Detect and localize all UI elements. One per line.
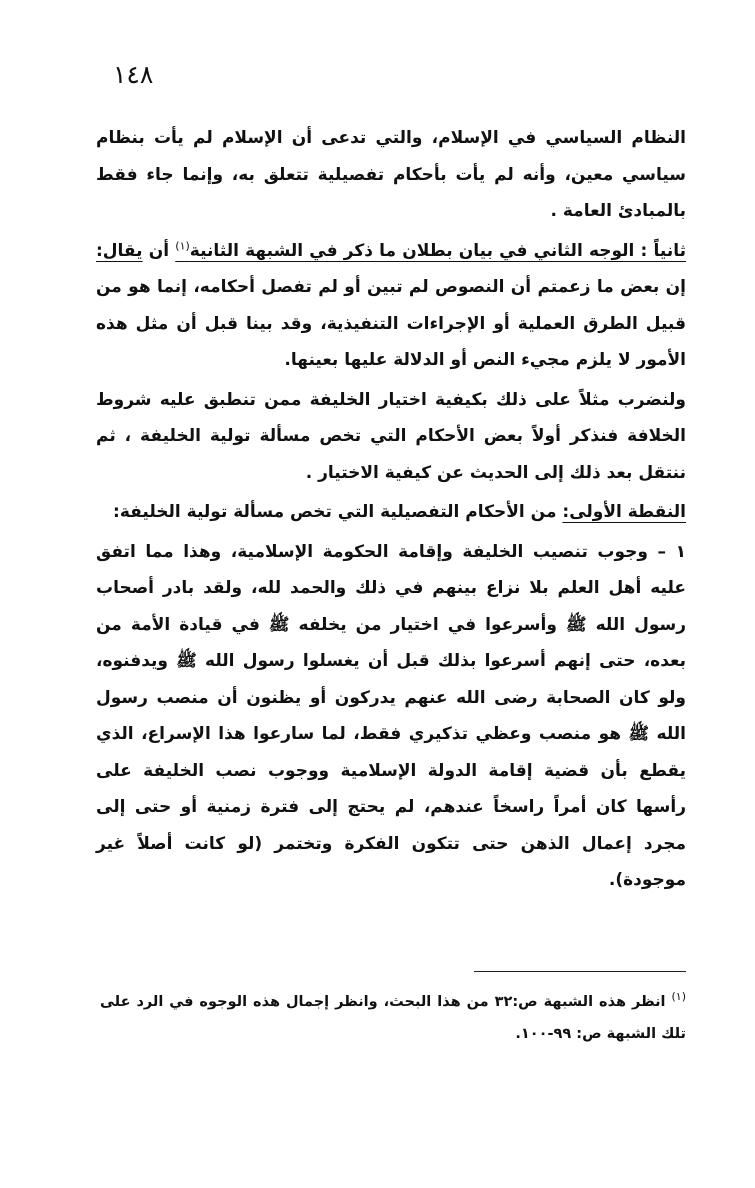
paragraph-2-heading [175,238,686,261]
paragraph-1: النظام السياسي في الإسلام، والتي تدعى أن الإسلام لم يأت بنظام سياسي معين، وأنه لم يأت بأحكام تفصيلية تتعلق به، وإنما جاء فقط بالمبادئ العامة . [96,128,686,221]
page-number: ١٤٨ [113,60,154,89]
footnotes [100,986,686,1050]
footnote-1 [100,986,686,1050]
paragraph-2 [96,233,686,379]
paragraph-4 [96,494,686,531]
paragraph-2-heading-tail: أن [148,240,176,261]
paragraph-2-heading-text: ثانياً : الوجه الثاني في بيان بطلان ما ذكر في الشبهة الثانية [189,240,686,261]
footnote-1-marker: (١) [671,990,687,1004]
footnote-1-text: انظر هذه الشبهة ص:٣٢ من هذا البحث، وانظر إجمال هذه الوجوه في الرد على تلك الشبهة ص: ٩٩-١٠٠. [100,994,686,1042]
paragraph-2-say: يقال: [96,240,143,261]
paragraph-3: ولنضرب مثلاً على ذلك بكيفية اختيار الخليفة ممن تنطبق عليه شروط الخلافة فنذكر أولاً بعض الأحكام التي تخص مسألة تولية الخليفة ، ثم ننتقل بعد ذلك إلى الحديث عن كيفية الاختيار . [96,389,686,483]
paragraph-5: ١ – وجوب تنصيب الخليفة وإقامة الحكومة الإسلامية، وهذا مما اتفق عليه أهل العلم بلا نزاع بينهم في ذلك والحمد لله، ولقد بادر أصحاب رسول الله ﷺ وأسرعوا في اختيار من يخلفه ﷺ في قيادة الأمة من بعده، حتى إنهم أسرعوا بذلك قبل أن يغسلوا رسول الله ﷺ ويدفنوه، ولو كان الصحابة رضى الله عنهم يدركون أو يظنون أن منصب رسول الله ﷺ هو منصب وعظي تذكيري فقط، لما سارعوا هذا الإسراع، الذي يقطع بأن قضية إقامة الدولة الإسلامية ووجوب نصب الخليفة على رأسها كان أمراً راسخاً عندهم، لم يحتج إلى فترة زمنية أو حتى إلى مجرد إعمال الذهن حتى تتكون الفكرة وتختمر (لو كانت أصلاً غير موجودة). [96,541,686,890]
footnote-divider [474,971,686,972]
footnote-ref-1: (١) [175,238,190,252]
paragraph-2-body: إن بعض ما زعمتم أن النصوص لم تبين أو لم تفصل أحكامه، إنما هو من قبيل الطرق العملية أو الإجراءات التنفيذية، وقد بينا قبل أن مثل هذه الأمور لا يلزم مجيء النص أو الدلالة عليها بعينها. [96,277,686,370]
point-one-label: النقطة الأولى: [562,502,686,522]
main-text [96,120,686,899]
point-one-heading: من الأحكام التفصيلية التي تخص مسألة تولية الخليفة: [113,502,563,522]
